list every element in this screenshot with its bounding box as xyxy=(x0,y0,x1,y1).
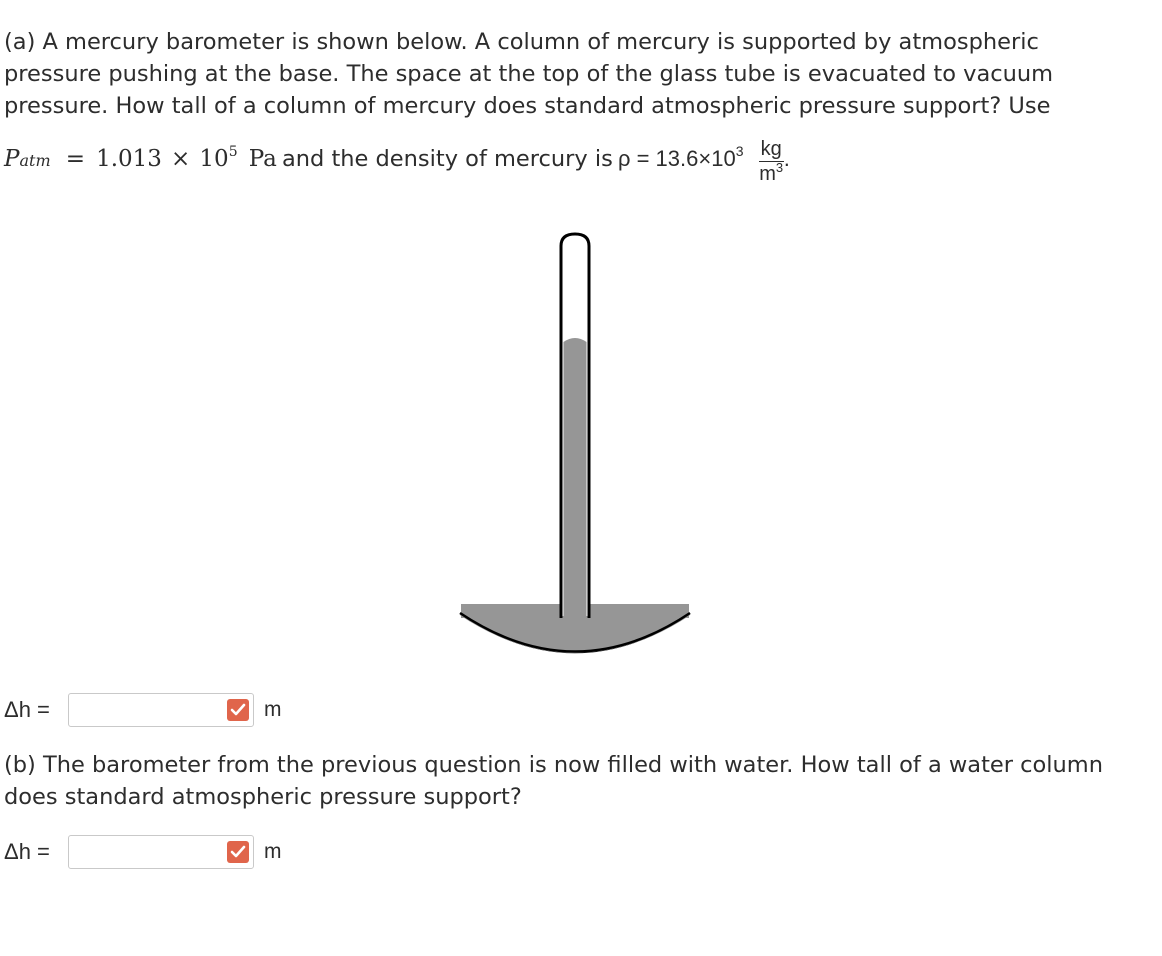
delta-h-label-a: Δh = xyxy=(4,697,50,722)
answer-input-b[interactable] xyxy=(71,838,225,866)
pressure-unit: Pa xyxy=(248,146,277,172)
given-values-formula xyxy=(4,138,1004,208)
answer-field-a[interactable] xyxy=(68,693,254,727)
mercury-surface-left xyxy=(461,604,561,618)
equals-sign: = xyxy=(65,146,85,172)
density-expression: ρ = 13.6×10 xyxy=(617,146,736,171)
delta-h-label-b: Δh = xyxy=(4,839,50,864)
pressure-mantissa: 1.013 xyxy=(96,146,162,172)
dish-body xyxy=(461,616,689,653)
density-connector-text: and the density of mercury is xyxy=(281,146,613,172)
part-a-question-text: (a) A mercury barometer is shown below. A column of mercury is supported by atmospheric pressure pushing at the base. The space at the top of the glass tube is evacuated to vacuum pressure. How tall of a column of mercury does standard atmospheric pressure support? Use xyxy=(4,29,1054,119)
answer-row-part-a xyxy=(4,690,282,730)
check-icon xyxy=(227,841,249,863)
mercury-surface-right xyxy=(589,604,689,618)
mercury-barometer-diagram xyxy=(455,228,695,660)
part-b-question-text: (b) The barometer from the previous question is now filled with water. How tall of a water column does standard atmospheric pressure support? xyxy=(4,752,1103,810)
check-icon xyxy=(227,699,249,721)
density-exponent: 3 xyxy=(735,143,744,159)
times-sign: × xyxy=(171,146,191,172)
answer-field-b[interactable] xyxy=(68,835,254,869)
unit-label-b: m xyxy=(264,840,282,863)
density-unit-fraction xyxy=(759,138,784,185)
pressure-subscript: atm xyxy=(19,151,51,170)
pressure-symbol: P xyxy=(4,146,20,172)
mercury-column xyxy=(564,338,587,616)
unit-label-a: m xyxy=(264,698,282,721)
pressure-base: 10 xyxy=(199,146,229,172)
answer-input-a[interactable] xyxy=(71,696,225,724)
density-unit-numerator: kg xyxy=(760,138,782,160)
density-unit-denominator: $m^3$ xyxy=(759,160,784,185)
formula-end-period: . xyxy=(783,146,790,171)
answer-row-part-b xyxy=(4,832,282,872)
pressure-exponent: 5 xyxy=(228,144,238,160)
